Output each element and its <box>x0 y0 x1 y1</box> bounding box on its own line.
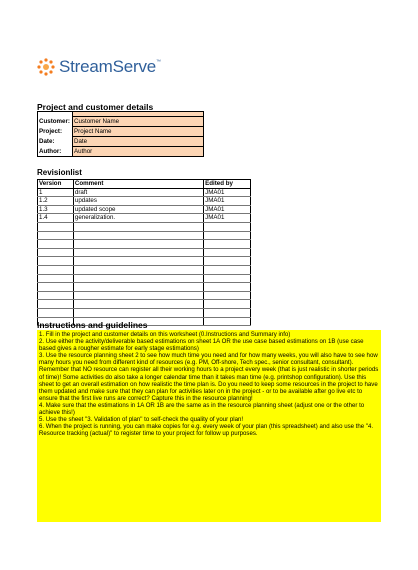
revision-row <box>38 205 251 214</box>
customer-label: Customer: <box>38 117 73 127</box>
revision-row <box>38 257 251 266</box>
edited-by-cell[interactable] <box>204 240 251 249</box>
comment-cell[interactable] <box>73 265 203 274</box>
revision-row <box>38 188 251 197</box>
version-cell[interactable] <box>38 300 74 309</box>
comment-cell[interactable] <box>73 248 203 257</box>
edited-by-cell[interactable] <box>204 222 251 231</box>
revision-header-row <box>38 180 251 189</box>
edited-by-cell[interactable] <box>204 300 251 309</box>
comment-cell[interactable] <box>73 291 203 300</box>
comment-cell[interactable] <box>73 257 203 266</box>
comment-cell[interactable] <box>73 222 203 231</box>
edited-by-cell[interactable]: JMA01 <box>204 188 251 197</box>
date-label: Date: <box>38 137 73 147</box>
revision-row <box>38 197 251 206</box>
customer-value[interactable]: Customer Name <box>73 117 204 127</box>
author-label: Author: <box>38 147 73 157</box>
comment-cell[interactable]: updated scope <box>73 205 203 214</box>
instruction-item: 6. When the project is running, you can make copies for e.g. every week of your plan (this spreadsheet) and also use the "4. Resource tracking (actual)" to register time to your project for follow up purposes. <box>39 423 374 438</box>
logo-wordmark: StreamServe™ <box>59 57 161 76</box>
project-value[interactable]: Project Name <box>73 127 204 137</box>
revision-row <box>38 291 251 300</box>
version-cell[interactable] <box>38 240 74 249</box>
instructions-box <box>37 330 381 522</box>
comment-cell[interactable] <box>73 240 203 249</box>
comment-cell[interactable] <box>73 300 203 309</box>
revision-row <box>38 231 251 240</box>
version-cell[interactable] <box>38 265 74 274</box>
edited-by-cell[interactable] <box>204 283 251 292</box>
version-cell[interactable] <box>38 274 74 283</box>
revision-row <box>38 248 251 257</box>
revision-row <box>38 222 251 231</box>
edited-by-cell[interactable] <box>204 257 251 266</box>
date-value[interactable]: Date <box>73 137 204 147</box>
revision-row <box>38 240 251 249</box>
edited-by-column-header: Edited by <box>204 180 251 189</box>
version-cell[interactable]: 1.4 <box>38 214 74 223</box>
version-cell[interactable] <box>38 222 74 231</box>
version-cell[interactable]: 1.3 <box>38 205 74 214</box>
revision-row <box>38 265 251 274</box>
revision-table <box>37 179 251 326</box>
comment-cell[interactable] <box>73 283 203 292</box>
author-value[interactable]: Author <box>73 147 204 157</box>
edited-by-cell[interactable] <box>204 291 251 300</box>
project-label: Project: <box>38 127 73 137</box>
version-cell[interactable] <box>38 291 74 300</box>
comment-cell[interactable]: generalization. <box>73 214 203 223</box>
edited-by-cell[interactable] <box>204 308 251 317</box>
comment-column-header: Comment <box>73 180 203 189</box>
instruction-item: 5. Use the sheet "3. Validation of plan" to self-check the quality of your plan! <box>39 416 244 424</box>
instructions-heading: Instructions and guidelines <box>37 320 148 330</box>
date-row <box>38 137 204 147</box>
revision-row <box>38 283 251 292</box>
version-cell[interactable] <box>38 308 74 317</box>
edited-by-cell[interactable] <box>204 274 251 283</box>
instruction-item: 1. Fill in the project and customer details on this worksheet (0.Instructions and Summary info) <box>39 331 291 338</box>
version-cell[interactable] <box>38 231 74 240</box>
revision-row <box>38 214 251 223</box>
author-row <box>38 147 204 157</box>
revision-section-heading: Revisionlist <box>37 168 82 177</box>
revision-row <box>38 274 251 283</box>
version-cell[interactable] <box>38 283 74 292</box>
version-cell[interactable] <box>38 257 74 266</box>
edited-by-cell[interactable] <box>204 248 251 257</box>
edited-by-cell[interactable] <box>204 317 251 326</box>
instruction-item: 3. Use the resource planning sheet 2 to see how much time you need and for how many weeks, you will also have to see how many hours you need from different kind of resources (e.g. PM, Off-shore, Tech spec., senior consultant, consultant). Remember that NO resource can register all their working hours to a project every week (that is just realistic in shorter periods of time)! Some activities do also take a longer calendar time than it takes man time (e.g. printshop configuration). Use this sheet to get an overall estimation on how realistic the time plan is. Do you need to keep some resources in the project to have them updated and make sure that they can plan for activities later on in the project - or to be available after go live etc to ensure that the first live runs are correct? Capture this in the resource planning! <box>39 352 379 402</box>
comment-cell[interactable]: draft <box>73 188 203 197</box>
version-column-header: Version <box>38 180 74 189</box>
comment-cell[interactable] <box>73 231 203 240</box>
edited-by-cell[interactable]: JMA01 <box>204 205 251 214</box>
comment-cell[interactable]: updates <box>73 197 203 206</box>
project-row <box>38 127 204 137</box>
comment-cell[interactable] <box>73 274 203 283</box>
comment-cell[interactable] <box>73 308 203 317</box>
version-cell[interactable] <box>38 248 74 257</box>
edited-by-cell[interactable] <box>204 231 251 240</box>
version-cell[interactable]: 1.2 <box>38 197 74 206</box>
instruction-item: 4. Make sure that the estimations in 1A OR 1B are the same as in the resource planning sheet (adjust one or the other to achieve this!) <box>39 401 365 417</box>
instruction-item: 2. Use either the activity/deliverable based estimations on sheet 1A OR the use case based estimations on 1B (use case based gives a rougher estimate for early stage estimations) <box>39 338 364 353</box>
sun-logo-icon <box>37 58 55 76</box>
edited-by-cell[interactable]: JMA01 <box>204 197 251 206</box>
project-section-heading: Project and customer details <box>37 102 154 112</box>
version-cell[interactable]: 1 <box>38 188 74 197</box>
project-details-table <box>37 111 204 157</box>
edited-by-cell[interactable]: JMA01 <box>204 214 251 223</box>
revision-row <box>38 308 251 317</box>
edited-by-cell[interactable] <box>204 265 251 274</box>
customer-row <box>38 117 204 127</box>
revision-row <box>38 300 251 309</box>
streamserve-logo <box>37 56 161 78</box>
